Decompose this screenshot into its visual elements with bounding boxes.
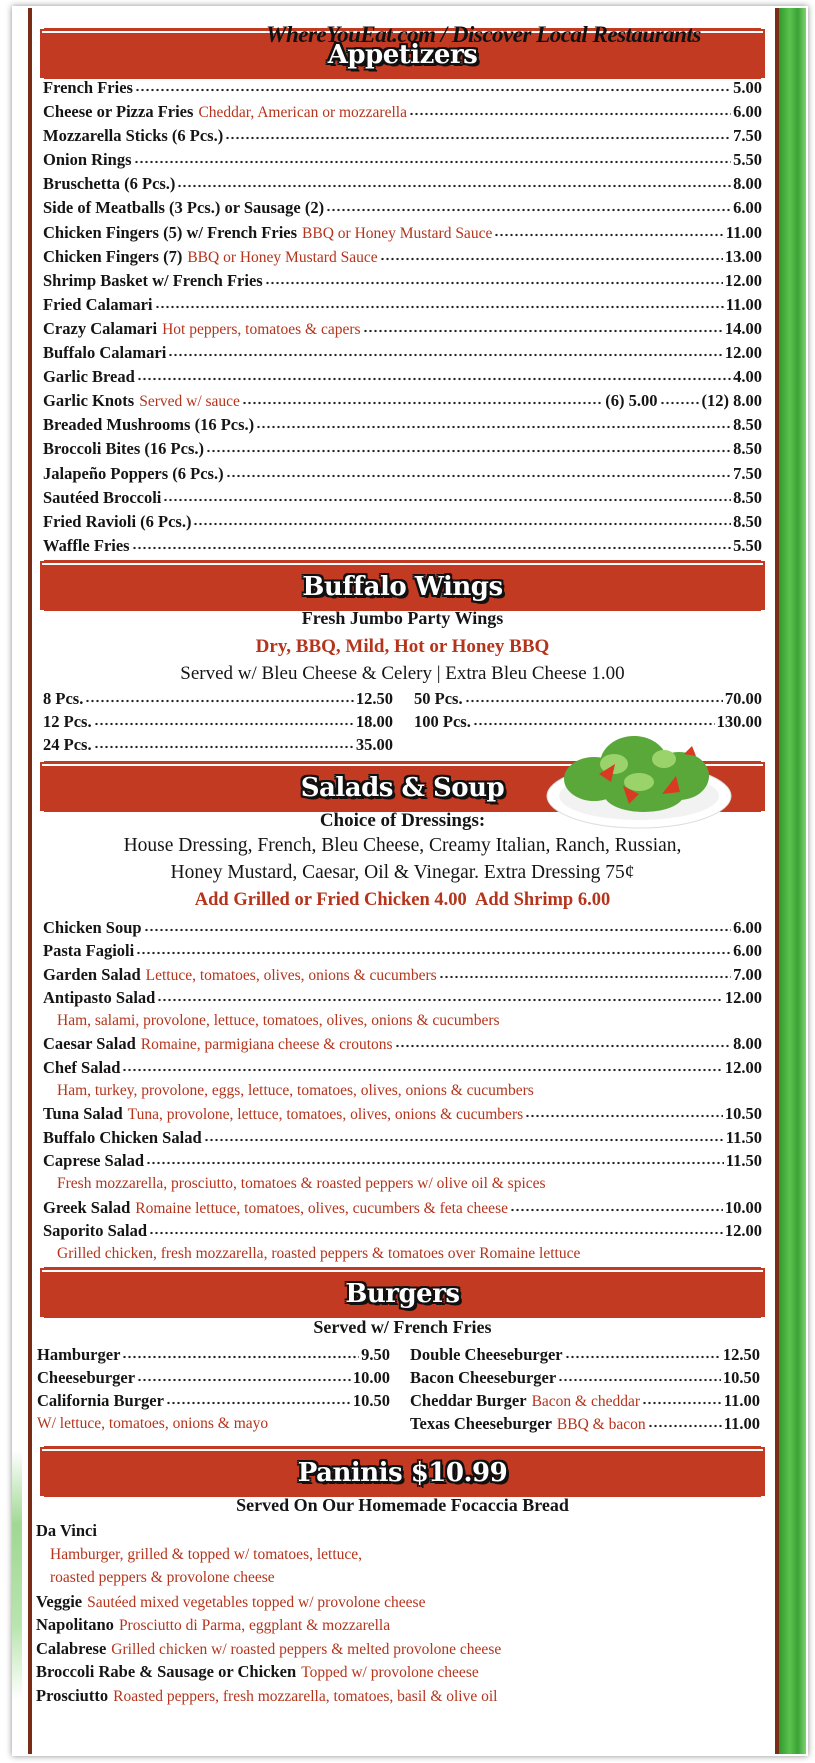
item-name: Waffle Fries [43, 535, 130, 555]
item-price: 35.00 [355, 735, 393, 754]
dot-leader [94, 722, 354, 726]
dot-leader [177, 184, 731, 188]
menu-item [414, 687, 762, 710]
item-name: Double Cheeseburger [410, 1345, 563, 1364]
menu-item [43, 1056, 762, 1079]
item-name: Cheddar Burger [410, 1391, 527, 1410]
item-price: 7.50 [733, 463, 762, 483]
dot-leader [439, 975, 731, 979]
dot-leader [380, 257, 723, 261]
item-price: 8.50 [733, 487, 762, 507]
item-name: Veggie [36, 1591, 83, 1611]
item-name: Hamburger [37, 1345, 121, 1364]
menu-item [43, 510, 762, 534]
dot-leader [648, 1424, 722, 1428]
dot-leader [155, 305, 724, 309]
menu-item [43, 341, 762, 365]
item-detail: roasted peppers & provolone cheese [50, 1569, 275, 1586]
menu-item [36, 1637, 755, 1661]
item-name: Cheeseburger [37, 1368, 136, 1387]
item-name: Tuna Salad [43, 1104, 123, 1124]
dot-leader [494, 233, 723, 237]
menu-item [43, 293, 762, 317]
menu-item [43, 245, 762, 269]
item-name: Texas Cheeseburger [410, 1414, 552, 1433]
dot-leader [226, 474, 732, 478]
item-description: Romaine lettuce, tomatoes, olives, cucumbers & feta cheese [135, 1199, 508, 1217]
menu-item [36, 1590, 755, 1614]
item-name: Garden Salad [43, 964, 141, 984]
item-price: 5.00 [733, 78, 762, 97]
paninis-title: Paninis $10.99 [297, 1457, 508, 1488]
item-price: 12.00 [724, 270, 762, 290]
item-price: 12.00 [724, 1057, 762, 1077]
dot-leader [157, 998, 723, 1002]
item-name: Calabrese [36, 1638, 107, 1658]
dot-leader [465, 699, 723, 703]
menu-item [43, 100, 762, 124]
dressings-line-2: Honey Mustard, Caesar, Oil & Vinegar. Extra Dressing 75¢ [170, 862, 635, 883]
menu-item [43, 733, 393, 756]
item-name: Side of Meatballs (3 Pcs.) or Sausage (2) [43, 198, 325, 218]
item-description: BBQ or Honey Mustard Sauce [302, 224, 493, 242]
item-name: Shrimp Basket w/ French Fries [43, 270, 263, 290]
dot-leader [660, 401, 700, 405]
dot-leader [510, 1208, 723, 1212]
item-price: 6.00 [733, 941, 762, 961]
item-name: Sautéed Broccoli [43, 487, 162, 507]
wings-header [42, 563, 763, 608]
menu-item [43, 148, 762, 172]
item-name: Saporito Salad [43, 1220, 148, 1240]
paninis-header [42, 1449, 763, 1494]
dot-leader [163, 498, 731, 502]
item-name: Caprese Salad [43, 1150, 144, 1170]
menu-item [43, 317, 762, 341]
dot-leader [137, 1378, 351, 1382]
menu-item [43, 1196, 762, 1219]
menu-item [43, 365, 762, 389]
menu-item [43, 462, 762, 486]
dot-leader [134, 160, 732, 164]
menu-item [36, 1613, 755, 1637]
burgers-subtitle: Served w/ French Fries [313, 1317, 492, 1337]
item-name: Chicken Fingers (5) w/ French Fries [43, 222, 298, 242]
menu-item [43, 687, 393, 710]
dot-leader [642, 1401, 722, 1405]
menu-item [43, 1219, 762, 1242]
dot-leader [137, 377, 731, 381]
item-price: 11.50 [725, 1127, 762, 1147]
item-name: French Fries [43, 78, 133, 97]
wings-left-column [43, 687, 393, 756]
item-name: Caesar Salad [43, 1034, 136, 1054]
item-price: (6) 5.00 [605, 391, 658, 411]
item-description: Romaine, parmigiana cheese & croutons [140, 1036, 393, 1054]
item-detail: Hamburger, grilled & topped w/ tomatoes, lettuce, [50, 1545, 363, 1563]
item-price: 7.50 [733, 126, 762, 146]
paninis-subtitle: Served On Our Homemade Focaccia Bread [236, 1495, 569, 1515]
item-price: 10.00 [724, 1197, 762, 1217]
item-name: Jalapeño Poppers (6 Pcs.) [43, 463, 224, 483]
salads-title: Salads & Soup [300, 772, 505, 803]
item-price: 8.00 [733, 174, 762, 194]
item-name: California Burger [37, 1391, 164, 1410]
item-name: Mozzarella Sticks (6 Pcs.) [43, 126, 224, 146]
menu-item [43, 916, 762, 939]
dot-leader [85, 699, 354, 703]
item-price: 11.00 [723, 1414, 760, 1433]
appetizers-title: Appetizers [327, 39, 478, 70]
item-price: 70.00 [724, 689, 762, 708]
dot-leader [326, 208, 731, 212]
dot-leader [146, 1161, 724, 1165]
item-name: Buffalo Chicken Salad [43, 1127, 202, 1147]
item-detail: Fresh mozzarella, prosciutto, tomatoes & roasted peppers w/ olive oil & spices [57, 1175, 546, 1193]
menu-item [43, 76, 762, 100]
item-name: Bruschetta (6 Pcs.) [43, 174, 176, 194]
item-name: Da Vinci [36, 1521, 97, 1540]
item-description: Roasted peppers, fresh mozzarella, tomatoes, basil & olive oil [113, 1687, 498, 1705]
menu-item [37, 1389, 390, 1412]
menu-item [43, 1126, 762, 1149]
menu-item [37, 1366, 390, 1389]
item-price: 5.50 [733, 150, 762, 170]
burgers-left-column [37, 1343, 390, 1435]
item-price: 5.50 [733, 535, 762, 555]
item-description: Prosciutto di Parma, eggplant & mozzarella [118, 1617, 391, 1634]
dot-leader [144, 928, 732, 932]
dot-leader [149, 1231, 723, 1235]
appetizers-list [43, 76, 762, 558]
green-edge-strip [779, 8, 806, 1754]
item-name: 24 Pcs. [43, 735, 92, 754]
menu-item [43, 389, 762, 413]
item-description: Sautéed mixed vegetables topped w/ provolone cheese [87, 1593, 426, 1611]
item-price: 10.50 [352, 1391, 390, 1410]
wings-subtitle: Fresh Jumbo Party Wings [301, 608, 504, 628]
item-price: 12.50 [722, 1345, 760, 1364]
menu-item [36, 1684, 755, 1708]
menu-item [43, 221, 762, 245]
item-price: 130.00 [716, 712, 762, 731]
menu-item [37, 1343, 390, 1366]
wings-flavors: Dry, BBQ, Mild, Hot or Honey BBQ [255, 636, 550, 657]
item-price: 8.50 [733, 415, 762, 435]
dot-leader [94, 745, 354, 749]
burgers-title: Burgers [345, 1278, 460, 1309]
item-price: 9.50 [361, 1345, 390, 1364]
menu-item [36, 1660, 755, 1684]
dressings-line-1: House Dressing, French, Bleu Cheese, Creamy Italian, Ranch, Russian, [123, 835, 682, 856]
item-name: Crazy Calamari [43, 318, 158, 338]
dot-leader [525, 1114, 723, 1118]
item-description: Hot peppers, tomatoes & capers [162, 320, 361, 338]
menu-item [43, 437, 762, 461]
dot-leader [204, 1138, 724, 1142]
menu-item [36, 1519, 755, 1543]
item-name: Napolitano [36, 1615, 114, 1634]
item-price: 10.00 [352, 1368, 390, 1387]
item-price: 10.50 [724, 1104, 762, 1124]
menu-item [43, 534, 762, 558]
burger-note: W/ lettuce, tomatoes, onions & mayo [37, 1415, 269, 1432]
menu-item [43, 1032, 762, 1055]
item-price: 11.00 [725, 294, 762, 314]
menu-item [43, 124, 762, 148]
item-name: 100 Pcs. [414, 712, 471, 731]
item-description: Bacon & cheddar [531, 1393, 641, 1410]
wings-served: Served w/ Bleu Cheese & Celery | Extra Bleu Cheese 1.00 [180, 663, 625, 684]
item-price-large: (12) 8.00 [701, 391, 762, 411]
dot-leader [363, 329, 723, 333]
menu-item [410, 1343, 760, 1366]
menu-item [43, 413, 762, 437]
wings-title: Buffalo Wings [302, 571, 503, 602]
item-description: Served w/ sauce [139, 393, 240, 411]
item-price: 8.00 [733, 1034, 762, 1054]
item-price: 7.00 [733, 964, 762, 984]
dot-leader [136, 951, 731, 955]
item-name: Fried Calamari [43, 294, 153, 314]
item-name: Cheese or Pizza Fries [43, 102, 194, 122]
item-price: 6.00 [733, 102, 762, 122]
item-price: 8.50 [733, 439, 762, 459]
dot-leader [242, 401, 603, 405]
item-description: BBQ or Honey Mustard Sauce [187, 248, 378, 266]
dot-leader [265, 281, 723, 285]
dot-leader [206, 449, 731, 453]
item-description: Tuna, provolone, lettuce, tomatoes, olives, onions & cucumbers [127, 1106, 524, 1124]
dot-leader [225, 136, 731, 140]
item-name: Chicken Fingers (7) [43, 246, 183, 266]
item-price: 11.00 [725, 222, 762, 242]
paninis-list [36, 1519, 755, 1707]
item-price: 12.00 [724, 343, 762, 363]
dot-leader [135, 88, 731, 92]
menu-item [43, 1149, 762, 1172]
item-price: 11.00 [723, 1391, 760, 1410]
item-name: Garlic Knots [43, 391, 135, 411]
item-price: 14.00 [724, 318, 762, 338]
dressings-title: Choice of Dressings: [319, 810, 486, 831]
item-name: Fried Ravioli (6 Pcs.) [43, 511, 192, 531]
item-price: 10.50 [722, 1368, 760, 1387]
menu-item [43, 196, 762, 220]
item-name: 8 Pcs. [43, 689, 84, 708]
dot-leader [193, 522, 731, 526]
menu-item [43, 269, 762, 293]
dot-leader [122, 1355, 359, 1359]
dot-leader [256, 425, 731, 429]
page-border-left [28, 8, 32, 1754]
item-description: BBQ & bacon [556, 1416, 646, 1433]
item-price: 4.00 [733, 367, 762, 387]
item-detail: Ham, salami, provolone, lettuce, tomatoes, olives, onions & cucumbers [57, 1012, 500, 1030]
item-price: 8.50 [733, 511, 762, 531]
dot-leader [395, 1044, 732, 1048]
item-price: 13.00 [724, 246, 762, 266]
burgers-right-column [410, 1343, 760, 1435]
item-name: 50 Pcs. [414, 689, 463, 708]
dot-leader [122, 1068, 722, 1072]
item-price: 12.00 [724, 987, 762, 1007]
item-detail: Ham, turkey, provolone, eggs, lettuce, tomatoes, olives, onions & cucumbers [57, 1082, 534, 1100]
dot-leader [558, 1378, 721, 1382]
menu-item [43, 963, 762, 986]
salads-list [43, 916, 762, 1265]
item-name: Antipasto Salad [43, 987, 156, 1007]
item-name: Chef Salad [43, 1057, 121, 1077]
item-name: 12 Pcs. [43, 712, 92, 731]
menu-item [43, 486, 762, 510]
item-price: 12.50 [355, 689, 393, 708]
item-detail: Grilled chicken, fresh mozzarella, roasted peppers & tomatoes over Romaine lettuce [57, 1245, 581, 1263]
menu-item [43, 172, 762, 196]
menu-item [410, 1389, 760, 1412]
item-name: Bacon Cheeseburger [410, 1368, 557, 1387]
item-name: Broccoli Rabe & Sausage or Chicken [36, 1662, 297, 1681]
item-description: Topped w/ provolone cheese [301, 1664, 479, 1681]
watermark: WhereYouEat.com / Discover Local Restaurants [266, 22, 701, 47]
item-name: Broccoli Bites (16 Pcs.) [43, 439, 204, 459]
menu-item [43, 939, 762, 962]
menu-item [410, 1366, 760, 1389]
item-price: 6.00 [733, 918, 762, 937]
dot-leader [168, 353, 723, 357]
item-price: 6.00 [733, 198, 762, 218]
item-name: Garlic Bread [43, 367, 135, 387]
item-price: 18.00 [355, 712, 393, 731]
dot-leader [132, 546, 732, 550]
item-price: 12.00 [724, 1220, 762, 1240]
green-edge-left [12, 1450, 22, 1700]
item-description: Lettuce, tomatoes, olives, onions & cucumbers [145, 966, 437, 984]
item-name: Greek Salad [43, 1197, 131, 1217]
menu-item [410, 1412, 760, 1435]
menu-item [43, 986, 762, 1009]
item-name: Chicken Soup [43, 918, 142, 937]
item-description: Grilled chicken w/ roasted peppers & melted provolone cheese [111, 1640, 502, 1658]
item-name: Onion Rings [43, 150, 132, 170]
dot-leader [565, 1355, 721, 1359]
item-name: Breaded Mushrooms (16 Pcs.) [43, 415, 255, 435]
item-description: Cheddar, American or mozzarella [198, 104, 407, 122]
item-price: 11.50 [725, 1150, 762, 1170]
dot-leader [409, 112, 731, 116]
item-name: Prosciutto [36, 1685, 109, 1705]
item-name: Buffalo Calamari [43, 343, 167, 363]
salad-add-ons: Add Grilled or Fried Chicken 4.00 Add Shrimp 6.00 [194, 890, 611, 910]
menu-item [43, 1102, 762, 1125]
item-name: Pasta Fagioli [43, 941, 135, 961]
menu-item [43, 710, 393, 733]
dot-leader [166, 1401, 351, 1405]
burgers-header [42, 1270, 763, 1315]
